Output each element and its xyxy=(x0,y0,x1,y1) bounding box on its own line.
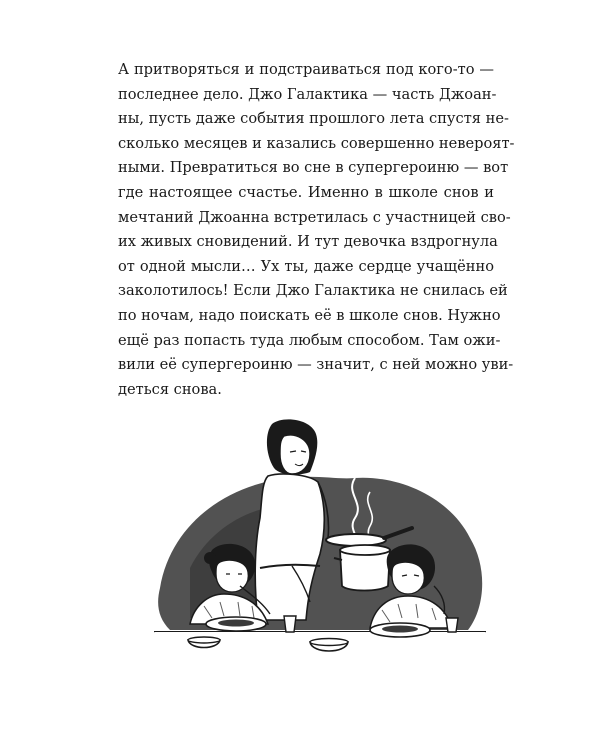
cup-icon xyxy=(446,618,458,632)
pot-icon xyxy=(334,545,396,591)
text-line: их живых сновидений. И тут девочка вздрогнула xyxy=(118,233,498,251)
bowl-icon xyxy=(188,637,220,648)
text-line: последнее дело. Джо Галактика — часть Джоан- xyxy=(118,85,497,103)
text-line: от одной мысли… Ух ты, даже сердце учащённо xyxy=(118,257,494,275)
text-line: ными. Превратиться во сне в супергероиню — вот xyxy=(118,159,509,177)
text-line: мечтаний Джоанна встретилась с участницей сво- xyxy=(118,208,511,226)
body-paragraph xyxy=(118,58,515,402)
bowl-icon xyxy=(310,639,348,652)
text-line: где настоящее счастье. Именно в школе снов и xyxy=(118,183,494,201)
text-line: сколько месяцев и казались совершенно невероят- xyxy=(118,134,515,152)
plate-icon xyxy=(370,623,430,637)
kitchen-scene-illustration xyxy=(150,418,490,670)
text-line: заколотилось! Если Джо Галактика не снилась ей xyxy=(118,282,508,300)
text-line: ны, пусть даже события прошлого лета спустя не- xyxy=(118,110,509,128)
text-line: А притворяться и подстраиваться под кого-то — xyxy=(118,61,494,78)
text-line: ещё раз попасть туда любым способом. Там ожи- xyxy=(118,331,501,349)
text-line: деться снова. xyxy=(118,380,222,398)
plate-icon xyxy=(206,617,266,631)
cup-icon xyxy=(284,616,296,632)
text-line: по ночам, надо поискать её в школе снов. Нужно xyxy=(118,306,501,324)
text-line: вили её супергероиню — значит, с ней можно уви- xyxy=(118,356,514,374)
